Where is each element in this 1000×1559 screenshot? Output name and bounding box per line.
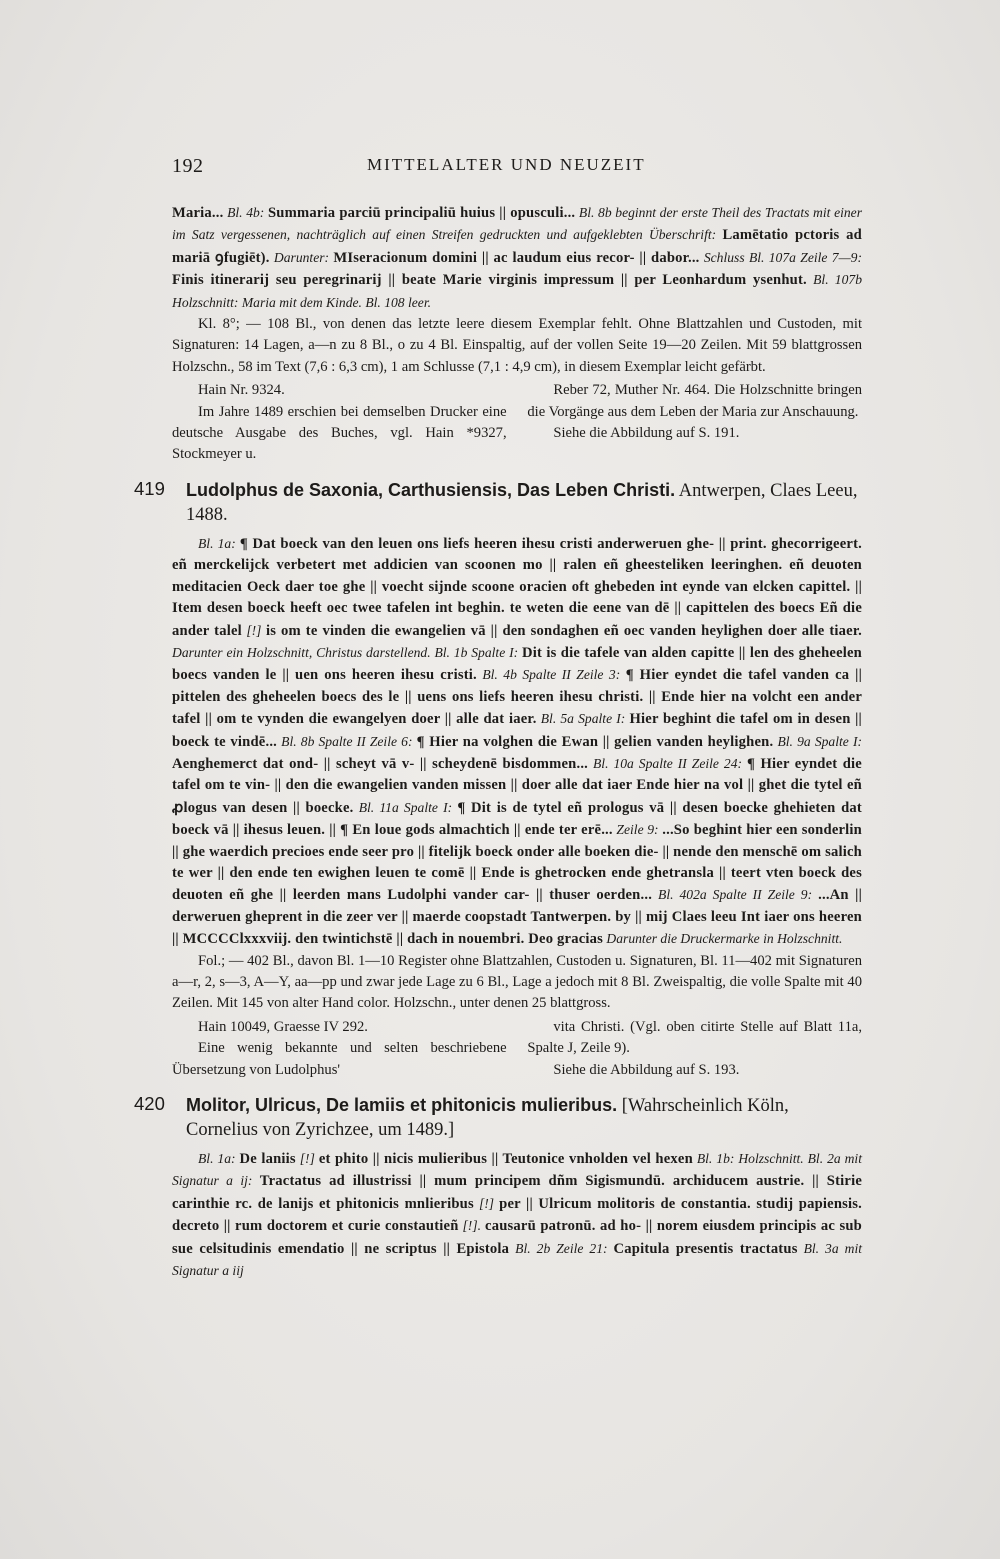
blackletter-quote: ¶ Hier eyndet die tafel om te vin- || den die ewangelien vanden missen || doer alle dat iaer Ende hier na vol || ghet die tytel eñ ꝓlogus van desen || boecke. — [172, 755, 862, 816]
entry-heading — [172, 478, 862, 527]
notes-right-column — [527, 1017, 862, 1081]
italic-commentary: Bl. 10a Spalte II Zeile 24: — [588, 755, 747, 771]
blackletter-quote: ¶ Hier na volghen die Ewan || gelien vanden heylighen. — [416, 733, 774, 750]
blackletter-quote: causarū patronū. ad ho- || norem eiusdem principis ac sub sue celsitudinis emendatio || ne scriptus || Epistola — [172, 1218, 862, 1257]
italic-commentary: Bl. 4b: — [223, 205, 268, 220]
transcription — [172, 1148, 862, 1282]
italic-commentary: Bl. 2b Zeile 21: — [509, 1240, 614, 1256]
blackletter-quote: Capitula presentis tractatus — [613, 1240, 798, 1257]
italic-commentary: Bl. 3a mit Signatur a iij — [172, 1240, 863, 1279]
note-paragraph: Im Jahre 1489 erschien bei demselben Drucker eine deutsche Ausgabe des Buches, vgl. Hain *9327, Stockmeyer u. — [172, 403, 507, 463]
blackletter-quote: Summaria parciū principaliū huius || opusculi... — [267, 205, 576, 221]
catalogue-entry-419 — [134, 477, 863, 1081]
blackletter-quote: Lamētatio pctoris ad mariā ꝯfugiēt). — [172, 227, 862, 266]
blackletter-quote: MIseracionum domini || ac laudum eius recor- || dabor... — [333, 249, 700, 266]
italic-commentary: Bl. 4b Spalte II Zeile 3: — [476, 667, 626, 683]
italic-commentary: Zeile 9: — [612, 822, 663, 838]
notes-left-column — [172, 1017, 507, 1081]
italic-commentary: Bl. 9a Spalte I: — [773, 733, 863, 749]
catalogue-entry-420 — [134, 1093, 863, 1282]
note-paragraph: Reber 72, Muther Nr. 464. Die Holzschnitte bringen die Vorgänge aus dem Leben der Maria zur Anschauung. — [527, 382, 862, 420]
page-body — [134, 202, 863, 1282]
italic-commentary: Bl. 5a Spalte I: — [536, 711, 630, 727]
entry-author-title: Molitor, Ulricus, De lamiis et phitonicis mulieribus. — [186, 1095, 618, 1116]
blackletter-quote: Finis itinerarij seu peregrinarij || beate Marie virginis impressum || per Leonhardum ysenhut. — [172, 272, 807, 289]
blackletter-quote: Maria... — [172, 205, 224, 221]
running-title: MITTELALTER UND NEUZEIT — [367, 155, 646, 174]
blackletter-quote: ¶ Dat boeck van den leuen ons liefs heeren ihesu cristi anderweruen ghe- || print. ghecorrigeert. eñ merckelijck verbetert met addicien van scoonen mo || ralen eñ gheesteliken leeringhen. eñ deuoten meditacien Oeck daer toe ghe || voecht sijnde scoone oracien oft ghebeden int eynde van elcken capittel. || Item desen boeck heeft oec twee tafelen int beghin. te weten die eene van dē || capittelen des boecs Eñ die ander talel — [172, 535, 862, 639]
bibliographic-notes — [172, 1017, 862, 1081]
collation: Kl. 8°; — 108 Bl., von denen das letzte leere diesem Exemplar fehlt. Ohne Blattzahlen und Custoden, mit Signaturen: 14 Lagen, a—n zu 8 Bl., o zu 4 Bl. Einspaltig, auf der vollen Seite 19—20 Zeilen. Mit 59 blattgrossen Holzschn., 58 im Text (7,6 : 6,3 cm), 1 am Schlusse (7,1 : 4,9 cm), in diesem Exemplar leicht gefärbt. — [172, 316, 862, 375]
transcription — [172, 533, 862, 951]
blackletter-quote: et phito || nicis mulieribus || Teutonice vnholden vel hexen — [318, 1151, 693, 1168]
page-number: 192 — [172, 155, 204, 177]
note-paragraph: Siehe die Abbildung auf S. 193. — [553, 1061, 740, 1078]
italic-commentary: Bl. 8b Spalte II Zeile 6: — [277, 733, 417, 749]
collation: Fol.; — 402 Bl., davon Bl. 1—10 Register ohne Blattzahlen, Custoden u. Signaturen, Bl. 11—402 mit Signaturen a—r, 2, s—3, A—Y, aa—pp und zwar jede Lage zu 6 Bl., Lage a jedoch mit 8 Bl. Zweispaltig, die volle Spalte mit 40 Zeilen. Mit 145 von alter Hand color. Holzschn., unter denen 25 blattgross. — [172, 952, 862, 1012]
note-paragraph: Hain Nr. 9324. — [198, 382, 285, 399]
blackletter-quote: Dit is die tafele van alden capitte || len des gheheelen boecs vanden le || uen ons heeren ihesu cristi. — [172, 644, 862, 684]
entry-number: 419 — [134, 477, 165, 499]
note-paragraph: Hain 10049, Graesse IV 292. — [198, 1018, 368, 1035]
italic-commentary: [!] — [473, 1195, 500, 1211]
entry-author-title: Ludolphus de Saxonia, Carthusiensis, Das Leben Christi. — [186, 479, 676, 500]
entry-imprint: Antwerpen, Claes Leeu, 1488. — [186, 480, 858, 525]
blackletter-quote: ...So beghint hier een sonderlin || ghe waerdich precioes ende seer pro || fitelijk boeck onder alle boeken die- || nende den menschē om salich te wer || den ende ten ewighen leuen te comē || Ende is ghetrocken ende ghetransla || teert vten boeck des deuoten eñ ghe || leerden mans Ludolphi vander car- || thuser oerden... — [172, 822, 862, 904]
entry-heading — [172, 1093, 862, 1142]
italic-commentary: Bl. 8b beginnt der erste Theil des Tractats mit einer im Satz vergessenen, nachträglich auf einen Streifen gedruckten und aufgeklebten Überschrift: — [172, 205, 862, 243]
italic-commentary: Darunter die Druckermarke in Holzschnitt. — [603, 931, 843, 947]
italic-commentary: Bl. 1b: Holzschnitt. Bl. 2a mit Signatur a ij: — [172, 1151, 862, 1189]
blackletter-quote: Hier beghint die tafel om in desen || boeck te vindē... — [172, 711, 862, 750]
blackletter-quote: ¶ Hier eyndet die tafel vanden ca || pittelen des gheheelen boecs des le || uens ons liefs heeren ihesu christi. || Ende hier na volcht een ander tafel || om te vynden die ewangelyen doer || alle dat iaer. — [172, 667, 862, 728]
blackletter-quote: per || Ulricum molitoris de constantia. studij papiensis. decreto || rum doctorem et curie constautieñ — [172, 1195, 863, 1235]
italic-commentary: [!] — [241, 622, 266, 638]
note-paragraph: Siehe die Abbildung auf S. 191. — [553, 425, 740, 442]
continued-transcription — [172, 202, 862, 314]
italic-commentary: Bl. 107b Holzschnitt: Maria mit dem Kinde. Bl. 108 leer. — [172, 272, 862, 310]
entry-imprint: [Wahrscheinlich Köln, Cornelius von Zyrichzee, um 1489.] — [186, 1096, 789, 1141]
blackletter-quote: ¶ Dit is de tytel eñ prologus vā || desen boecke ghehieten dat boeck vā || ihesus leuen. || ¶ En loue gods almachtich || ende ter erē... — [172, 799, 862, 839]
italic-commentary: Darunter ein Holzschnitt, Christus darstellend. Bl. 1b Spalte I: — [172, 644, 522, 660]
italic-commentary: [!] — [295, 1151, 319, 1167]
blackletter-quote: ...An || derweruen gheprent in die zeer ver || maerde coopstadt Tantwerpen. by || mij Claes leeu Int iaer ons heeren || MCCCClxxxviij. den twintichstē || dach in nouembri. Deo gracias — [172, 887, 862, 948]
italic-commentary: Darunter: — [269, 249, 334, 265]
italic-commentary: Bl. 11a Spalte I: — [353, 799, 458, 815]
page-header — [172, 155, 862, 189]
italic-commentary: [!]. — [458, 1218, 486, 1234]
blackletter-quote: De laniis — [239, 1151, 296, 1168]
notes-right-column — [527, 380, 862, 466]
entry-number: 420 — [134, 1093, 165, 1115]
bibliographic-notes — [172, 380, 862, 466]
blackletter-quote: Aenghemerct dat ond- || scheyt vā v- || scheydenē bisdommen... — [172, 755, 589, 772]
notes-left-column — [172, 380, 507, 466]
italic-commentary: Bl. 1a: — [198, 535, 240, 551]
blackletter-quote: is om te vinden die ewangelien vā || den sondaghen eñ oec vanden heylighen doer alle tiaer. — [265, 622, 863, 639]
italic-commentary: Schluss Bl. 107a Zeile 7—9: — [699, 249, 862, 265]
italic-commentary: Bl. 402a Spalte II Zeile 9: — [652, 887, 819, 903]
note-paragraph: Eine wenig bekannte und selten beschriebene Übersetzung von Ludolphus' — [172, 1040, 507, 1078]
note-paragraph: vita Christi. (Vgl. oben citirte Stelle auf Blatt 11a, Spalte J, Zeile 9). — [527, 1018, 862, 1057]
blackletter-quote: Tractatus ad illustrissi || mum principem dñm Sigismundū. archiducem austrie. || Stirie carinthie rc. de lanijs et phitonicis mnlieribus — [172, 1173, 862, 1212]
italic-commentary: Bl. 1a: — [198, 1151, 240, 1167]
